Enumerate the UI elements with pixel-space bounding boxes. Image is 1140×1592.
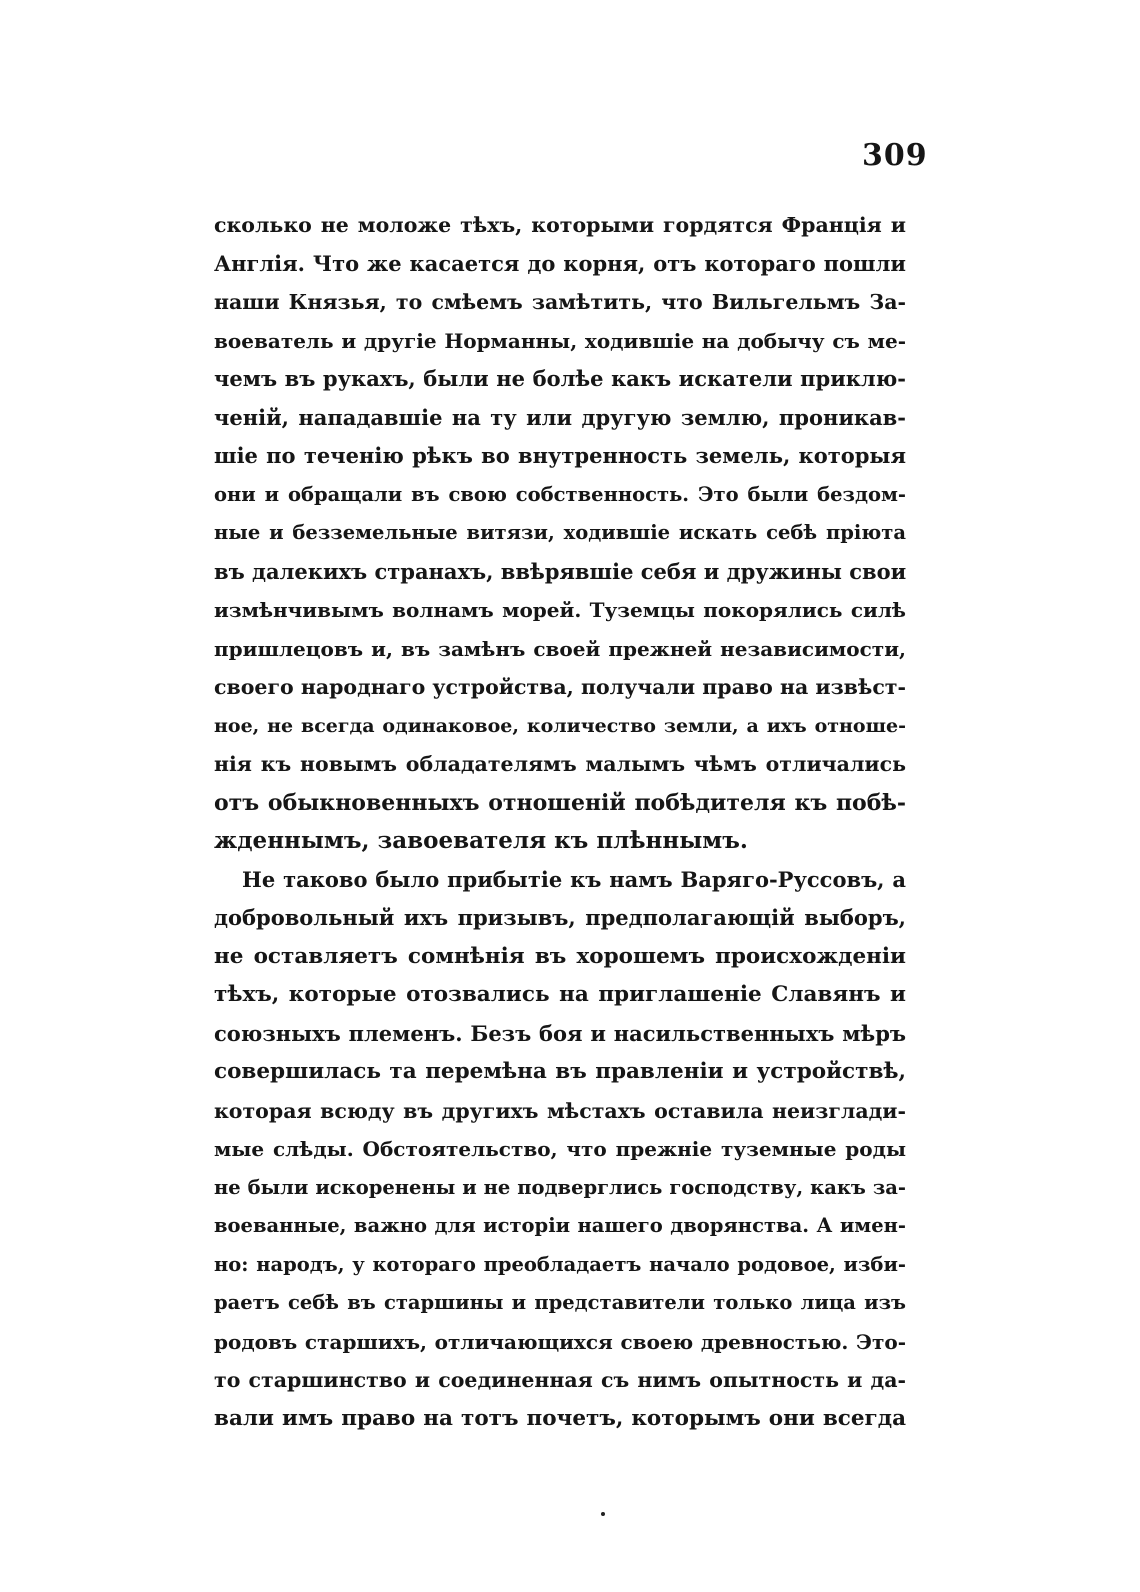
text-line: воеванные, важно для исторіи нашего дворянства. А имен- [214,1214,906,1237]
text-line: измѣнчивымъ волнамъ морей. Туземцы покорялись силѣ [214,598,906,622]
print-speck [601,1512,605,1516]
text-line: наши Князья, то смѣемъ замѣтить, что Вильгельмъ За- [214,290,906,314]
text-line: ное, не всегда одинаковое, количество земли, а ихъ отноше- [214,714,906,737]
text-line: тѣхъ, которые отозвались на приглашеніе Славянъ и [214,982,906,1007]
text-line: нія къ новымъ обладателямъ малымъ чѣмъ отличались [214,752,906,776]
text-line: шіе по теченію рѣкъ во внутренность земель, которыя [214,443,906,468]
text-line: своего народнаго устройства, получали право на извѣст- [214,675,907,699]
text-line: совершилась та перемѣна въ правленіи и устройствѣ, [214,1059,906,1084]
text-line: отъ обыкновенныхъ отношеній побѣдителя къ побѣ- [214,789,906,816]
text-line: не оставляетъ сомнѣнія въ хорошемъ происхожденіи [214,943,906,969]
page-number: 309 [862,138,928,173]
text-line: раетъ себѣ въ старшины и представители только лица изъ [214,1291,906,1314]
text-line: не были искоренены и не подверглись господству, какъ за- [214,1175,906,1199]
text-line: вали имъ право на тотъ почетъ, которымъ они всегда [214,1405,906,1431]
text-line: добровольный ихъ призывъ, предполагающій выборъ, [214,905,906,930]
text-line: союзныхъ племенъ. Безъ боя и насильственныхъ мѣръ [214,1020,906,1046]
text-line: въ далекихъ странахъ, ввѣрявшіе себя и дружины свои [214,558,907,584]
text-line: Англія. Что же касается до корня, отъ котораго пошли [214,250,906,276]
text-line: мые слѣды. Обстоятельство, что прежніе туземные роды [214,1137,906,1161]
text-line: сколько не моложе тѣхъ, которыми гордятся Франція и [214,213,906,237]
text-line: то старшинство и соединенная съ нимъ опытность и да- [214,1368,906,1392]
text-line: но: народъ, у котораго преобладаетъ начало родовое, изби- [214,1252,906,1276]
text-line: родовъ старшихъ, отличающихся своею древностью. Это- [214,1329,906,1354]
text-line: Не таково было прибытіе къ намъ Варяго-Руссовъ, а [242,866,906,892]
body-text [214,206,906,1438]
text-line: пришлецовъ и, въ замѣнъ своей прежней независимости, [214,636,906,661]
text-line: они и обращали въ свою собственность. Это были бездом- [214,482,906,506]
paragraph [214,861,906,1439]
text-line: воеватель и другіе Норманны, ходившіе на добычу съ ме- [214,328,906,353]
text-line: жденнымъ, завоевателя къ плѣннымъ. [214,827,748,854]
text-line: чемъ въ рукахъ, были не болѣе какъ искатели приклю- [214,366,906,391]
text-line: которая всюду въ другихъ мѣстахъ оставила неизглади- [214,1098,906,1123]
text-line: ченій, нападавшіе на ту или другую землю, проникав- [214,404,906,430]
paragraph [214,206,906,861]
text-line: ные и безземельные витязи, ходившіе искать себѣ пріюта [214,521,906,544]
